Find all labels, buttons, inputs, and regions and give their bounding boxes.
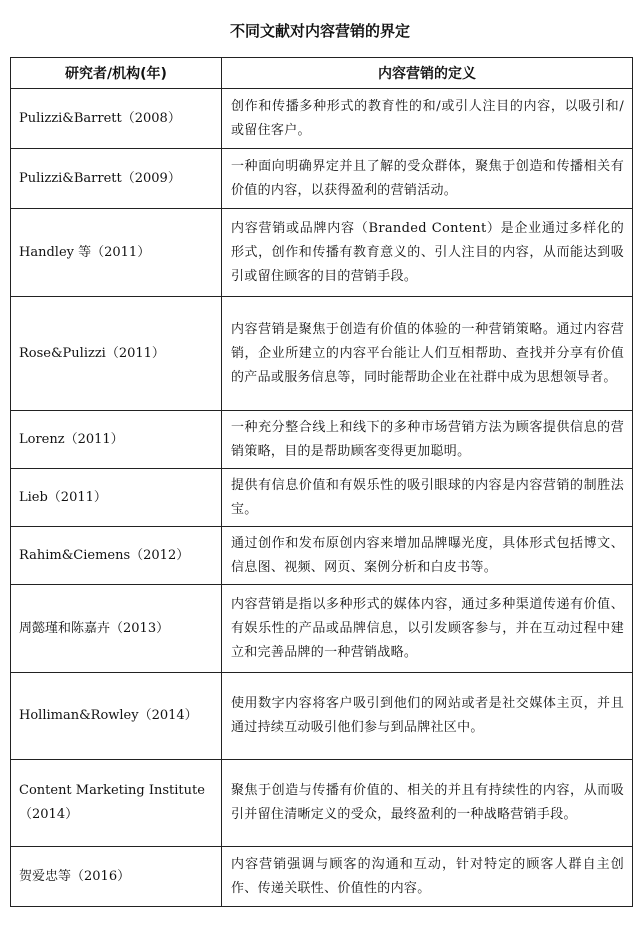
author-cell: Rahim&Ciemens（2012）: [11, 527, 222, 585]
table-caption: 不同文献对内容营销的界定: [229, 22, 410, 40]
author-cell: 周懿瑾和陈嘉卉（2013）: [11, 585, 222, 673]
definition-cell: 使用数字内容将客户吸引到他们的网站或者是社交媒体主页，并且通过持续互动吸引他们参与到品牌社区中。: [222, 673, 633, 760]
definition-cell: 聚焦于创造与传播有价值的、相关的并且有持续性的内容，从而吸引并留住清晰定义的受众，最终盈利的一种战略营销手段。: [222, 760, 633, 847]
author-cell: Lieb（2011）: [11, 469, 222, 527]
table-row: [11, 760, 633, 847]
table-row: [11, 89, 633, 149]
author-cell: Rose&Pulizzi（2011）: [11, 297, 222, 411]
author-cell: Pulizzi&Barrett（2009）: [11, 149, 222, 209]
table-row: [11, 297, 633, 411]
table-header-row: [11, 58, 633, 89]
column-header-author: 研究者/机构(年): [11, 58, 222, 89]
table-row: [11, 847, 633, 907]
definition-cell: 通过创作和发布原创内容来增加品牌曝光度，具体形式包括博文、信息图、视频、网页、案例分析和白皮书等。: [222, 527, 633, 585]
definition-cell: 内容营销或品牌内容（Branded Content）是企业通过多样化的形式，创作和传播有教育意义的、引人注目的内容，从而能达到吸引或留住顾客的目的营销手段。: [222, 209, 633, 297]
author-cell: Lorenz（2011）: [11, 411, 222, 469]
definitions-table: [10, 57, 633, 907]
table-row: [11, 527, 633, 585]
author-cell: Holliman&Rowley（2014）: [11, 673, 222, 760]
column-header-definition: 内容营销的定义: [222, 58, 633, 89]
table-row: [11, 469, 633, 527]
table-row: [11, 149, 633, 209]
author-cell: 贺爱忠等（2016）: [11, 847, 222, 907]
author-cell: Handley 等（2011）: [11, 209, 222, 297]
definition-cell: 内容营销是指以多种形式的媒体内容，通过多种渠道传递有价值、有娱乐性的产品或品牌信息，以引发顾客参与，并在互动过程中建立和完善品牌的一种营销战略。: [222, 585, 633, 673]
definition-cell: 一种充分整合线上和线下的多种市场营销方法为顾客提供信息的营销策略，目的是帮助顾客变得更加聪明。: [222, 411, 633, 469]
table-row: [11, 411, 633, 469]
definition-cell: 提供有信息价值和有娱乐性的吸引眼球的内容是内容营销的制胜法宝。: [222, 469, 633, 527]
author-cell: Content Marketing Institute（2014）: [11, 760, 222, 847]
definition-cell: 内容营销强调与顾客的沟通和互动，针对特定的顾客人群自主创作、传递关联性、价值性的内容。: [222, 847, 633, 907]
definition-cell: 创作和传播多种形式的教育性的和/或引人注目的内容，以吸引和/或留住客户。: [222, 89, 633, 149]
definition-cell: 一种面向明确界定并且了解的受众群体，聚焦于创造和传播相关有价值的内容，以获得盈利的营销活动。: [222, 149, 633, 209]
table-row: [11, 673, 633, 760]
table-row: [11, 585, 633, 673]
author-cell: Pulizzi&Barrett（2008）: [11, 89, 222, 149]
definition-cell: 内容营销是聚焦于创造有价值的体验的一种营销策略。通过内容营销，企业所建立的内容平台能让人们互相帮助、查找并分享有价值的产品或服务信息等，同时能帮助企业在社群中成为思想领导者。: [222, 297, 633, 411]
table-row: [11, 209, 633, 297]
